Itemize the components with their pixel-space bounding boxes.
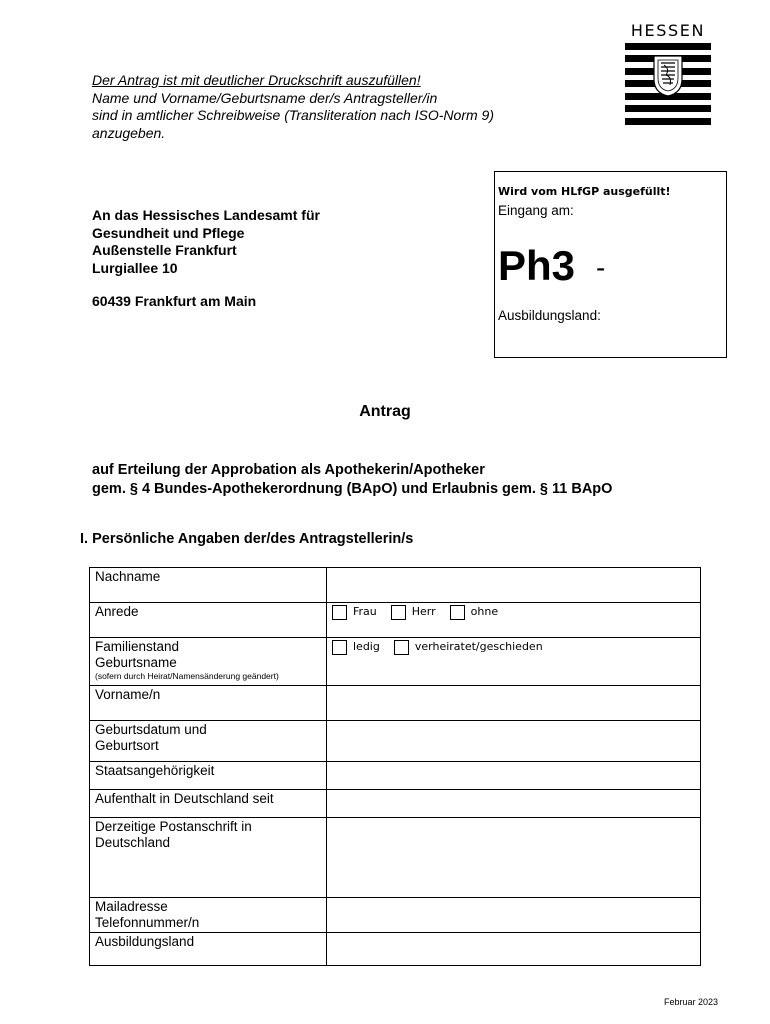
- staatsangehoerigkeit-label: Staatsangehörigkeit: [90, 762, 327, 790]
- verheiratet-checkbox[interactable]: [394, 640, 409, 655]
- instruction-line-4: anzugeben.: [92, 124, 166, 141]
- anrede-field: [327, 603, 701, 638]
- ausbildungsland-office-label: Ausbildungsland:: [498, 308, 601, 323]
- page-subtitle: [92, 461, 612, 499]
- ausbildungsland-field[interactable]: [327, 933, 701, 966]
- address-line-1: An das Hessisches Landesamt für: [92, 207, 320, 223]
- anrede-option-herr[interactable]: [391, 604, 436, 620]
- anrede-option-frau[interactable]: [332, 604, 377, 620]
- vorname-field[interactable]: [327, 686, 701, 721]
- subtitle-line-2: gem. § 4 Bundes-Apothekerordnung (BApO) und Erlaubnis gem. § 11 BApO: [92, 481, 613, 497]
- instruction-line-2: Name und Vorname/Geburtsname der/s Antragsteller/in: [92, 89, 438, 106]
- subtitle-line-1: auf Erteilung der Approbation als Apothekerin/Apotheker: [92, 462, 485, 478]
- recipient-address: [92, 207, 320, 311]
- postanschrift-label-cell: [90, 818, 327, 898]
- table-row-anrede: [90, 603, 701, 638]
- ausbildungsland-label: Ausbildungsland: [90, 933, 327, 966]
- geburtsname-note: (sofern durch Heirat/Namensänderung geändert): [95, 671, 279, 681]
- footer-date: Februar 2023: [663, 997, 718, 1007]
- aufenthalt-label: Aufenthalt in Deutschland seit: [90, 790, 327, 818]
- kontakt-field[interactable]: [327, 898, 701, 933]
- eingang-label: Eingang am:: [498, 203, 574, 218]
- address-line-2: Gesundheit und Pflege: [92, 224, 245, 241]
- kontakt-label-cell: [90, 898, 327, 933]
- herr-checkbox[interactable]: [391, 605, 406, 620]
- ledig-checkbox[interactable]: [332, 640, 347, 655]
- postanschrift-label: Derzeitige Postanschrift in: [95, 819, 252, 834]
- familienstand-option-ledig[interactable]: [332, 639, 380, 655]
- vorname-label: Vorname/n: [90, 686, 327, 721]
- reference-code: Ph3: [498, 242, 576, 289]
- frau-checkbox[interactable]: [332, 605, 347, 620]
- section-title: I. Persönliche Angaben der/des Antragstellerin/s: [80, 531, 414, 547]
- familienstand-label: Familienstand: [95, 639, 180, 654]
- table-row-vorname: [90, 686, 701, 721]
- familienstand-label-cell: [90, 638, 327, 686]
- nachname-field[interactable]: [327, 568, 701, 603]
- address-line-4: Lurgiallee 10: [92, 259, 178, 276]
- reference-dash: -: [596, 252, 606, 283]
- anrede-option-ohne[interactable]: [450, 604, 498, 620]
- ohne-checkbox[interactable]: [450, 605, 465, 620]
- hessen-emblem-icon: [625, 43, 711, 125]
- geburtsdatum-label: Geburtsdatum und: [95, 722, 207, 737]
- mailadresse-label: Mailadresse: [95, 899, 168, 914]
- page-title: Antrag: [359, 403, 411, 420]
- instruction-text: [92, 72, 562, 142]
- table-row-familienstand: [90, 638, 701, 686]
- table-row-geburtsdatum: [90, 721, 701, 762]
- anrede-label: Anrede: [90, 603, 327, 638]
- familienstand-option-verheiratet[interactable]: [394, 639, 543, 655]
- geburtsdatum-field[interactable]: [327, 721, 701, 762]
- geburtsort-label: Geburtsort: [95, 738, 159, 753]
- frau-label: Frau: [353, 605, 377, 618]
- telefonnummer-label: Telefonnummer/n: [95, 915, 200, 930]
- logo-text: HESSEN: [630, 21, 706, 40]
- herr-label: Herr: [411, 605, 436, 618]
- familienstand-field: [327, 638, 701, 686]
- coat-of-arms-icon: [652, 53, 684, 97]
- office-note: Wird vom HLfGP ausgefüllt!: [498, 185, 671, 198]
- nachname-label: Nachname: [90, 568, 327, 603]
- ohne-label: ohne: [470, 605, 499, 618]
- table-row-staatsangehoerigkeit: [90, 762, 701, 790]
- address-line-3: Außenstelle Frankfurt: [92, 242, 237, 258]
- hessen-logo: [624, 22, 712, 125]
- ledig-label: ledig: [353, 640, 380, 653]
- table-row-nachname: [90, 568, 701, 603]
- table-row-ausbildungsland: [90, 933, 701, 966]
- geburtsdatum-label-cell: [90, 721, 327, 762]
- table-row-postanschrift: [90, 818, 701, 898]
- postanschrift-field[interactable]: [327, 818, 701, 898]
- personal-data-table: [89, 567, 701, 966]
- instruction-line-1: Der Antrag ist mit deutlicher Druckschrift auszufüllen!: [92, 72, 421, 88]
- verheiratet-label: verheiratet/geschieden: [414, 640, 543, 653]
- address-line-5: 60439 Frankfurt am Main: [92, 293, 257, 309]
- office-use-box: [494, 171, 727, 358]
- geburtsname-label: Geburtsname: [95, 655, 177, 670]
- aufenthalt-field[interactable]: [327, 790, 701, 818]
- table-row-kontakt: [90, 898, 701, 933]
- staatsangehoerigkeit-field[interactable]: [327, 762, 701, 790]
- instruction-line-3: sind in amtlicher Schreibweise (Transliteration nach ISO-Norm 9): [92, 107, 494, 123]
- deutschland-label: Deutschland: [95, 835, 171, 850]
- table-row-aufenthalt: [90, 790, 701, 818]
